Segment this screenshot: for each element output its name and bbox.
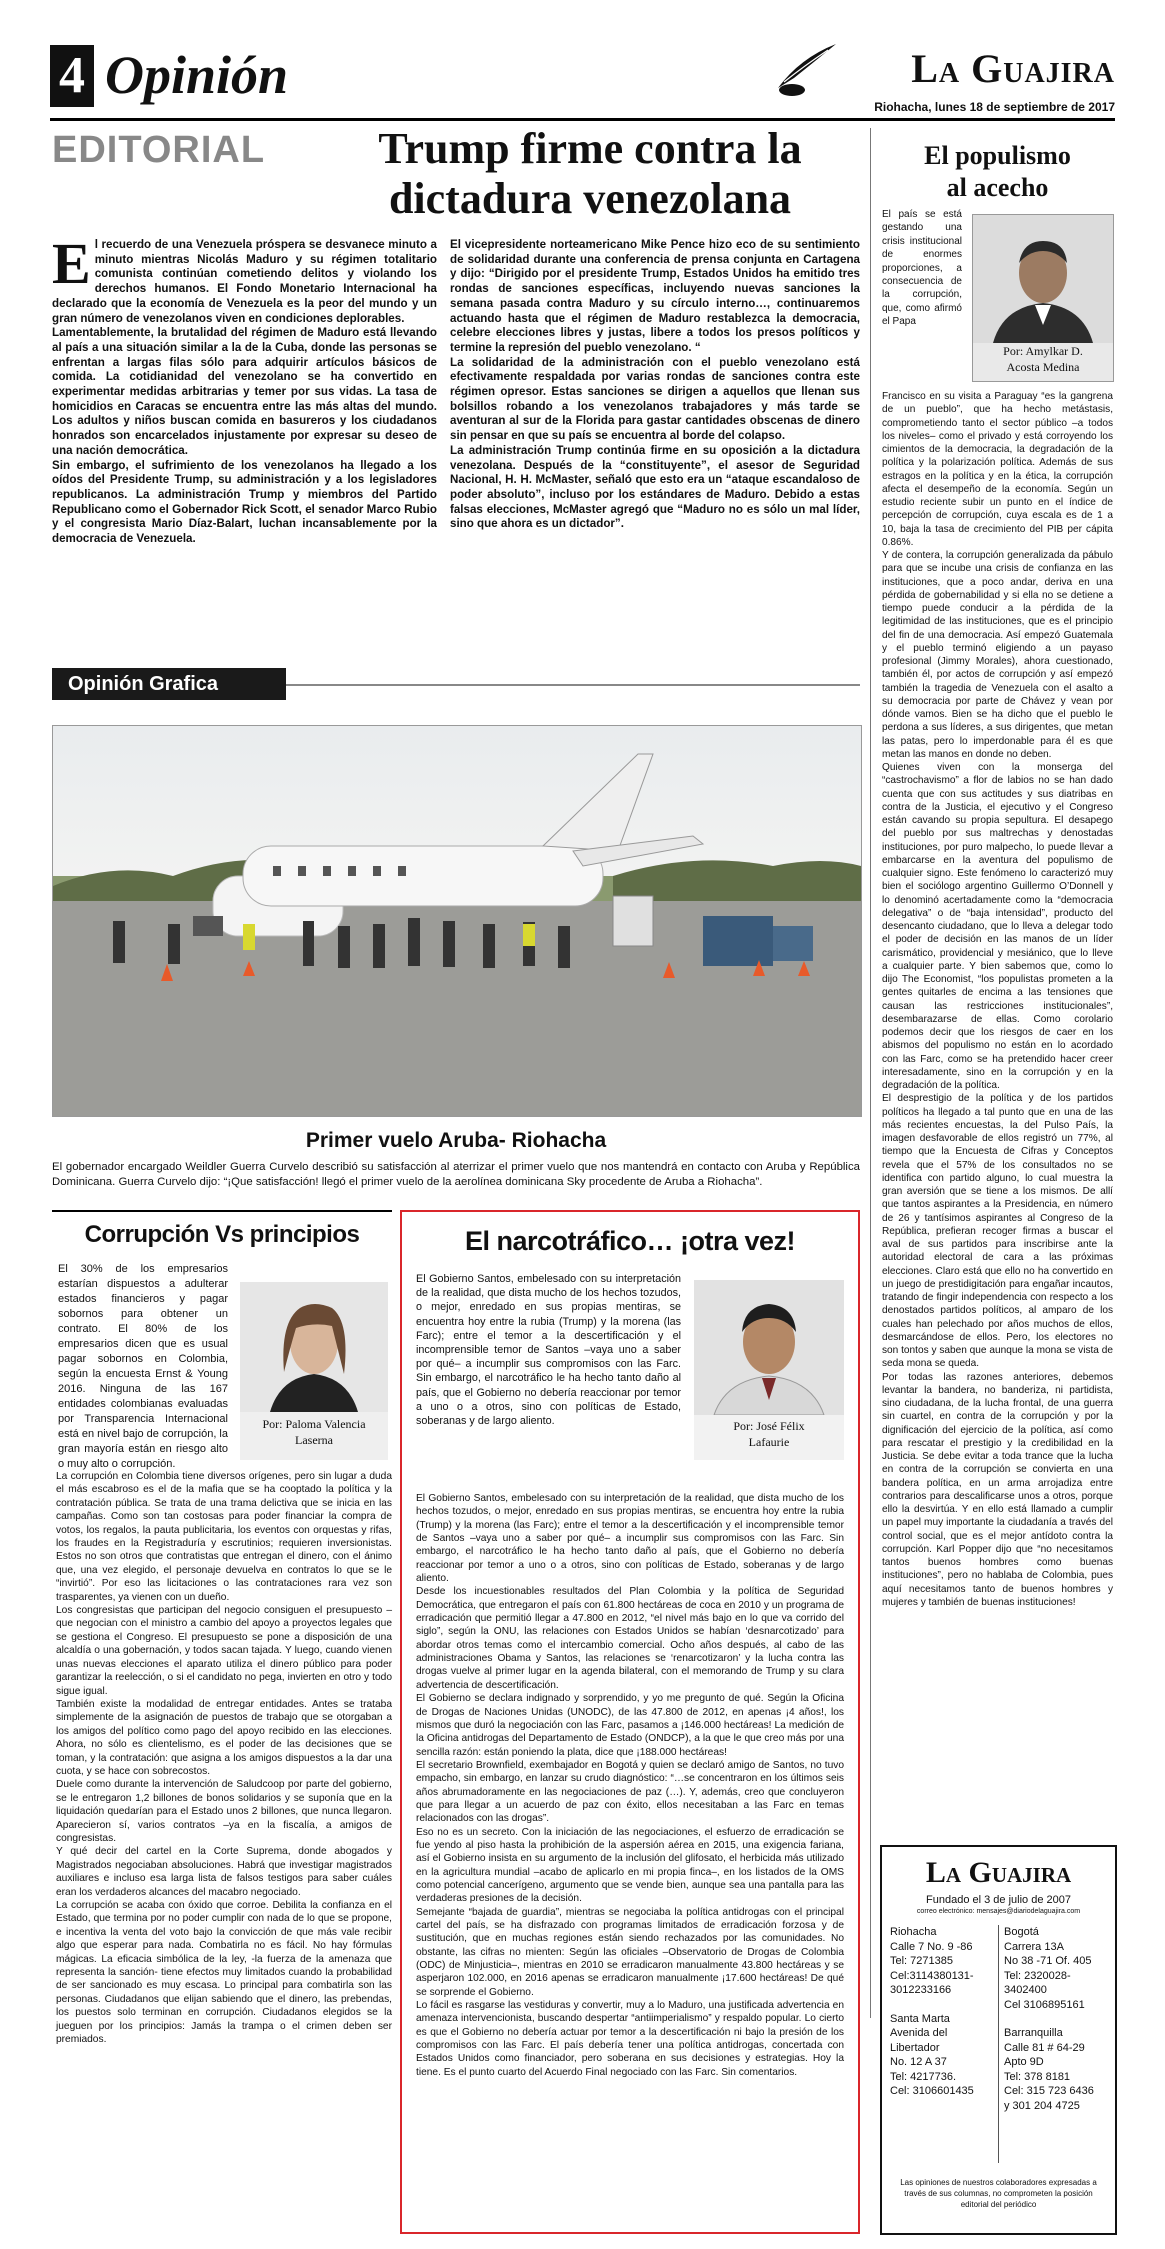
header-rule: [50, 118, 1115, 121]
office-line: 3012233166: [890, 1984, 952, 1996]
corrupcion-paragraph: La corrupción se acaba con óxido que corroe. Debilita la confianza en el Estado, que termina por no poder cumplir con nada de lo que se propone, e incentiva la venta del voto bajo la convicción de que más vale recibir algo que esperar para nada. Combatirla no es fácil. No hay fórmulas mágicas. La eficacia simbólica de la ley, -la fuerza de la amenaza que representa la sanción- tiene efectos muy limitados cuando la probabilidad de ser sancionado es muy escasa. Lo principal para combatirla son las personas. Ciudadanos que elijan sabiendo que el dinero, las prebendas, los puestos solo terminan en corrupción. Ciudadanos elegidos se la jueguen por los principios: Jamás la trampa o el crimen deben ser premiados.: [56, 1900, 392, 2046]
author-caption-lafaurie: [694, 1418, 844, 1450]
corrupcion-paragraph: También existe la modalidad de entregar entidades. Antes se trataba simplemente de la asignación de puestos de trabajo que se otorgaban a los amigos del político como pago del apoyo recibido en las elecciones. Ahora, no sólo es clientelismo, es el poder de las decisiones que se toman, y la contratación: que asigna a los amigos dispuestos a la dar una cuota, y se hace con sobrecostos.: [56, 1698, 392, 1777]
author-caption-acosta: [973, 343, 1113, 375]
office-line: Tel: 2320028-: [1004, 1969, 1071, 1982]
populismo-intro: El país se está gestando una crisis institucional de enormes proporciones, a consecuencia de la corrupción, que, como afirmó el Papa: [882, 209, 962, 328]
dateline: Riohacha, lunes 18 de septiembre de 2017: [874, 100, 1115, 114]
masthead-name: La Guajira: [925, 1856, 1072, 1889]
corrupcion-body: [56, 1470, 392, 2046]
opinion-grafica-text: Opinión Grafica: [68, 673, 219, 695]
headline-line-1: Trump firme contra la: [378, 124, 802, 173]
office-line: Cel 3106895161: [1004, 1998, 1085, 2011]
office-line: Santa Marta: [890, 2012, 950, 2025]
office-line: 3402400: [1004, 1984, 1047, 1996]
masthead-right: [1004, 1925, 1110, 2113]
quill-inkwell-icon: [770, 38, 840, 98]
narco-paragraph: Eso no es un secreto. Con la iniciación de las negociaciones, el esfuerzo de erradicación se fue yendo al piso hasta la prohibición de la aspersión aérea en 2015, una exigencia fariana, así el Gobierno insista en su argumento de la inclusión del glifosato, el herbicida más utilizado en la agricultura mundial –acabo de aplicarlo en mi propia finca–, en los listados de la OMS como potencial cancerígeno, argumento que se vende bien, aunque sea una pantalla para las verdaderas presiones de la decisión.: [416, 1826, 844, 1905]
editorial-kicker: EDITORIAL: [52, 129, 266, 171]
office-line: No. 12 A 37: [890, 2056, 947, 2068]
editorial-paragraph: La solidaridad de la administración con el pueblo venezolano está efectivamente respaldada por varias rondas de sanciones contra este régimen opresor. Estas sanciones se dirigen a aquellos que llenan sus bolsillos robando a los venezolanos trabajadores y más tarde se aventuran al sur de la Florida para gastar cantidades obscenas de dinero sin pensar en que su país se encuentra al borde del colapso.: [450, 355, 860, 443]
populismo-paragraph: Y de contera, la corrupción generalizada da pábulo para que se incube una crisis de confianza en las instituciones, que a poco andar, deriva en una pérdida de gobernabilidad y si ella no se detiene a tiempo puede conducir a la pérdida de la legitimidad de las instituciones, que es el principio del fin de una democracia. Así empezó Guatemala y el pueblo terminó eligiendo a un payaso profesional (Jimmy Morales), ahora cuestionado, también él, por actos de corrupción y así empezó también la tragedia de Venezuela con el asalto a su democracia por parte de Chávez y vean por dónde vamos. Bien se ha dicho que el pueblo le perdona a sus líderes, a sus dirigentes, que metan las patas, pero lo imperdonable para él es que metan las manos en donde no deben.: [882, 550, 1113, 760]
airport-photo: [52, 725, 862, 1117]
populismo-paragraph: El desprestigio de la política y de los partidos políticos ha llegado a tal punto que en una de las más recientes encuestas, la del Pulso País, la imagen desfavorable de ellos registró un 77%, al tiempo que la Encuesta de Cifras y Conceptos revela que el 57% de los consultados no se identifica con partido alguno, lo cual muestra la gran aversión que se tiene a los mismos. De allí que tantos aspirantes a la Presidencia, en número de 26 y tantísimos aspirantes al Congreso de la República, prefieran recoger firmas a buscar el aval de sus partidos para inscribirse ante la autoridad electoral de cara a las próximas elecciones. Claro está que ello no ha convertido en un juego de prestidigitación para engañar incautos, tratando de fingir independencia con respecto a los denostados partidos políticos, al amparo de los cuales han pelechado por años muchos de ellos, desmarcándose de ellos. Pero, los electores no son tontos y saben que aunque la mona se vista de seda mona se queda.: [882, 1093, 1113, 1370]
narco-box: [400, 1210, 860, 2234]
narco-paragraph: El Gobierno se declara indignado y sorprendido, y yo me pregunto de qué. Según la Oficina de Drogas de Naciones Unidas (UNODC), de las 47.800 de 2012, en apenas ¡4 años!, los mismos que duró la negociación con las Farc, pasamos a ¡146.000 hectáreas! La medición de la Oficina antidrogas del Departamento de Estado (ONDCP), a la que le que creo más por una sencilla razón: están poniendo la plata, dice que ¡188.000 hectáreas!: [416, 1693, 844, 1758]
office-line: Cel: 315 723 6436: [1004, 2085, 1094, 2097]
office-line: Calle 7 No. 9 -86: [890, 1940, 973, 1953]
populismo-title-line-2: al acecho: [946, 173, 1049, 202]
author-caption-valencia: [240, 1416, 388, 1448]
narco-title: El narcotráfico… ¡otra vez!: [464, 1226, 796, 1256]
editorial-headline: [325, 124, 855, 224]
office-line: Tel: 4217736.: [890, 2070, 957, 2083]
office-line: Cel: 3106601435: [890, 2085, 974, 2097]
office-line: Avenida del: [890, 2027, 948, 2039]
narco-paragraph: Lo fácil es rasgarse las vestiduras y convertir, muy a lo Maduro, una justificada advertencia en amenaza intervencionista, buscando despertar “antiimperialismo” y respaldo popular. Lo cierto es que el Gobierno no debería actuar por temor a la descertificación ni bajo la presión de los compromisos con las Farc. El país debería tener una política antidrogas, concertada con Estados Unidos como financiador, pero soberana en sus decisiones y estrategias. Hoy la tiene. Es el punto cuarto del Acuerdo Final negociado con las Farc. Sin comentarios.: [416, 2000, 844, 2078]
narco-paragraph: El secretario Brownfield, exembajador en Bogotá y quien se declaró amigo de Santos, no tuvo empacho, sin embargo, en lanzar su crudo diagnóstico: “…se concentraron en los últimos seis años abrumadoramente en las negociaciones de paz (…). Y, además, creo que concluyeron que para llegar a un acuerdo de paz con éxito, ellos necesitaban a las Farc en temas relacionados con las drogas”.: [416, 1759, 844, 1825]
office-line: Tel: 7271385: [890, 1955, 953, 1967]
author-caption-line-2: Laserna: [295, 1433, 333, 1447]
masthead-divider: [998, 1925, 999, 2163]
office-line: No 38 -71 Of. 405: [1004, 1955, 1092, 1967]
office-line: Carrera 13A: [1004, 1940, 1064, 1953]
corrupcion-intro: El 30% de los empresarios estarían dispuestos a adulterar estados financieros y pagar sobornos para obtener un contrato. El 80% de los empresarios dicen que es usual pagar sobornos en Colombia, según la encuesta Ernst & Young 2016. Ninguna de las 167 entidades colombianas evaluadas por Transparencia Internacional está en nivel bajo de corrupción, la gran mayoría están en riesgo alto o muy alto o corrupción.: [58, 1263, 228, 1470]
section-title: Opinión: [105, 45, 289, 105]
opinion-grafica-label: [52, 668, 286, 700]
narco-body: [416, 1492, 844, 2079]
editorial-column-2: [450, 238, 860, 532]
author-caption-line-2: Acosta Medina: [1006, 360, 1080, 374]
author-caption-line-1: Por: Paloma Valencia: [262, 1417, 366, 1431]
paper-name: La Guajira: [911, 46, 1115, 91]
narco-intro: El Gobierno Santos, embelesado con su interpretación de la realidad, que dista mucho de los hechos tozudos, o mejor, enredado en sus propias mentiras, se encuentra hoy entre la rubia (Trump) y la morena (las Farc); entre el temor a la descertificación y el incomprensible temor de Santos –vaya uno a saber por qué– a incumplir sus compromisos con las Farc. Sin embargo, el narcotráfico le ha hecho tanto daño al país, que el Gobierno no debería reaccionar por temor a uno o a otros, sino con políticas de Estado, soberanas y de largo aliento.: [416, 1273, 681, 1428]
author-caption-line-2: Lafaurie: [748, 1435, 790, 1449]
office-line: Riohacha: [890, 1926, 937, 1938]
editorial-paragraph: La administración Trump continúa firme en su oposición a la dictadura venezolana. Después de la “constituyente”, el asesor de Seguridad Nacional, H. H. McMaster, señaló que esto era un “ataque escandaloso de poder absoluto”, incluso por los estándares de Maduro. Debido a estas falsas elecciones, McMaster agregó que “Maduro no es sólo un mal líder, sino que ahora es un dictador”.: [450, 443, 860, 531]
office-line: Libertador: [890, 2041, 940, 2054]
office-line: Cel:3114380131-: [890, 1969, 974, 1982]
column-divider: [870, 128, 871, 2018]
office-line: Tel: 378 8181: [1004, 2070, 1071, 2083]
airport-scene: [53, 726, 861, 1116]
populismo-title-line-1: El populismo: [924, 141, 1071, 170]
office-line: Barranquilla: [1004, 2027, 1063, 2039]
masthead-disclaimer: Las opiniones de nuestros colaboradores expresadas a través de sus columnas, no comprometen la posición editorial del periódico: [900, 2178, 1097, 2209]
masthead-left: [890, 1925, 995, 2099]
page-number-box: [50, 45, 94, 107]
populismo-paragraph: Francisco en su visita a Paraguay “es la gangrena de un pueblo”, que ha hecho metástasis, comprometiendo tanto el sector público –a todos los niveles– como el privado y está corroyendo los cimientos de la democracia, la degradación de la política y la polarización política. Además de sus estragos en la política y en la ética, la corrupción afecta el desempeño de la economía. Según un estudio reciente subir un punto en el índice de percepción de corrupción, cuya escala es de 1 a 10, baja la tasa de crecimiento del PIB per cápita 0.86%.: [882, 391, 1113, 548]
drop-cap: E: [52, 231, 91, 296]
editorial-column-1: [52, 231, 437, 547]
narco-paragraph: Semejante “bajada de guardia”, mientras se negociaba la política antidrogas con el principal cartel del país, se ha disfrazado con programas limitados de erradicación forzosa y de sustitución, que en muchas regiones están siendo rechazados por las comunidades. No obstante, las cifras no mienten: Según las oficiales –Observatorio de Drogas de Colombia (ODC) de Minjusticia–, mientras en 2010 se erradicaron manualmente 43.800 hectáreas y se asperjaron 102.000, en 2016 apenas se erradicaron manualmente ¡17.600 hectáreas! De qué se sorprende el Gobierno.: [416, 1906, 844, 1998]
photo-caption-text: El gobernador encargado Weildler Guerra Curvelo describió su satisfacción al aterrizar el primer vuelo que nos mantendrá en contacto con Aruba y República Dominicana. Guerra Curvelo dijo: “¡Que satisfacción! llegó el primer vuelo de la aerolínea dominicana Sky procedente de Aruba a Riohacha”.: [52, 1161, 860, 1188]
office-line: Bogotá: [1004, 1926, 1039, 1938]
narco-paragraph: El Gobierno Santos, embelesado con su interpretación de la realidad, que dista mucho de los hechos tozudos, o mejor, enredado en sus propias mentiras, se encuentra hoy entre la rubia (Trump) y la morena (las Farc); entre el temor a la descertificación y el incomprensible temor de Santos –vaya uno a saber por qué– a incumplir sus compromisos con las Farc. Sin embargo, el narcotráfico le ha hecho tanto daño al país, que el Gobierno no debería reaccionar por temor a uno o a otros, sino con políticas de Estado, soberanas y de largo aliento.: [416, 1493, 844, 1585]
office-line: Apto 9D: [1004, 2056, 1044, 2068]
populismo-title: [880, 140, 1115, 204]
page-number: 4: [59, 47, 85, 104]
narco-paragraph: Desde los incuestionables resultados del Plan Colombia y la política de Seguridad Democrática, que entregaron el país con 61.800 hectáreas de coca en 2010 y un programa de erradicación que permitió llegar a 47.800 en 2012, “el nivel más bajo en lo que va corrido del siglo”, según la ONU, las relaciones con Estados Unidos se habían ‘desnarcotizado’ para abordar otros temas como el intercambio comercial. Ocho años después, al cabo de las administraciones Obama y Santos, las relaciones se ‘renarcotizaron’ y la lucha contra las drogas vuelve al primer lugar en la agenda bilateral, con el memorando de Trump y su clara advertencia de descertificación.: [416, 1586, 844, 1691]
corrupcion-paragraph: Los congresistas que participan del negocio consiguen el presupuesto –que negocian con el ministro a cambio del apoyo a proyectos legales que se gestiona el Congreso. El presupuesto se pone a disposición de una alcaldía o una gobernación, y todos sacan tajada. Y luego, cuando vienen unas nuevas elecciones el aparato utiliza el dinero público para poder garantizar la reelección, o si el candidato no pega, invierten en otro y todo sigue igual.: [56, 1605, 392, 1697]
author-photo-valencia: [240, 1282, 388, 1460]
editorial-paragraph: Sin embargo, el sufrimiento de los venezolanos ha llegado a los oídos del Presidente Trump, su administración y a los legisladores republicanos. La administración Trump y miembros del Partido Republicano como el Gobernador Rick Scott, el senador Marco Rubio y el congresista Mario Díaz-Balart, luchan incansablemente por la democracia de Venezuela.: [52, 458, 437, 546]
photo-caption-title: Primer vuelo Aruba- Riohacha: [305, 1129, 607, 1152]
author-photo-acosta: [972, 214, 1114, 382]
editorial-paragraph: Lamentablemente, la brutalidad del régimen de Maduro está llevando al país a una situación similar a la de la Cuba, donde las personas se enfrentan a largas filas sólo para adquirir artículos básicos de comida. La cotidianidad del venezolano se ha convertido en experimentar medidas arbitrarias y temer por sus vidas. La tasa de homicidios en Caracas se encuentra entre las más altas del mundo. Los adultos y niños buscan comida en basureros y los ciudadanos honrados son encarcelados injustamente por expresar su deseo de una nación democrática.: [52, 326, 437, 457]
corrupcion-top-rule: [52, 1210, 392, 1212]
author-caption-line-1: Por: José Félix: [733, 1419, 805, 1433]
opinion-grafica-rule: [286, 684, 860, 686]
corrupcion-paragraph: Y qué decir del cartel en la Corte Suprema, donde abogados y Magistrados negociaban absoluciones. Habrá que investigar magistrados auxiliares e incluso esa larga lista de falsos testigos para saber cuáles eran los verdaderos alcances del macabro negociado.: [56, 1846, 392, 1898]
populismo-paragraph: Quienes viven con la monserga del “castrochavismo” a flor de labios no se han dado cuenta que con sus actitudes y sus diatribas en contra de la Justicia, el ejecutivo y el Congreso están cavando su propia sepultura. El desapego del pueblo por sus maltrechas y denostadas instituciones, por puro malpecho, lo puede llevar a embarcarse en la aventura del populismo de cualquier signo. Este fenómeno lo caracterizó muy bien el sociólogo argentino Guillermo O’Donnell y lo denominó acertadamente como la “democracia delegativa” o de “baja intensidad”, producto del desencanto ciudadano, que lo lleva a delegar todo el poder de decisión en las manos de un líder carismático, providencial y mesiánico, que lo lleve a cualquier parte. Y bien sabemos que, como lo dijo The Economist, “los populistas prometen a la gentes quitarles de encima a las tensiones que causan las restricciones institucionales”, desembarazarse de ellas. Como corolario podemos decir que los riesgos de caer en los abismos del populismo no están en lo acordado con las Farc, como se ha pretendido hacer creer interesadamente, sino en la corrupción y en la degradación de la política.: [882, 762, 1113, 1091]
editorial-paragraph: l recuerdo de una Venezuela próspera se desvanece minuto a minuto mientras Nicolás Maduro y su régimen totalitario comunista continúan cometiendo delitos y violando los derechos humanos. El Fondo Monetario Internacional ha declarado que la economía de Venezuela es la peor del mundo y un gran número de venezolanos viven en condiciones deplorables.: [52, 238, 437, 325]
populismo-body: [882, 390, 1113, 1609]
corrupcion-title: Corrupción Vs principios: [84, 1221, 360, 1248]
office-line: Calle 81 # 64-29: [1004, 2041, 1085, 2054]
author-caption-line-1: Por: Amylkar D.: [1003, 344, 1083, 358]
headline-line-2: dictadura venezolana: [388, 174, 792, 223]
masthead-email: correo electrónico: mensajes@diariodelaguajira.com: [916, 1908, 1081, 1915]
author-photo-lafaurie: [694, 1280, 844, 1460]
corrupcion-paragraph: La corrupción en Colombia tiene diversos orígenes, pero sin lugar a duda el más escabroso es el de la mafia que se ha cooptado la política y la contratación pública. Se trata de una trama delictiva que se inicia en las campañas. Como son tan costosas para poder financiar la compra de votos, los regalos, la pauta publicitaria, los eventos con orquestas y rifas, los fraudes en la Registraduría y escrutinios; requieren inversionistas. Estos no son otros que contratistas que entregan el dinero, con el ánimo que, una vez elegido, el personaje devuelva en contratos lo que se le “invirtió”. Por eso las licitaciones o las contrataciones rara vez son trasparentes, ya vienen con un dueño.: [56, 1471, 392, 1603]
office-line: y 301 204 4725: [1004, 2099, 1080, 2112]
populismo-paragraph: Por todas las razones anteriores, debemos levantar la bandera, no banderiza, ni partidista, sino ciudadana, de la lucha frontal, de una guerra sin cuartel, en contra de la corrupción y por la dignificación del ejercicio de la política, así como para rescatar el prestigio y la credibilidad en la Justicia. Se debe evitar a toda trance que la lucha en contra de la corrupción se convierta en una bandera política, en un arma arrojadiza entre contrarios para descalificarse unos a otros, porque ello la desvirtúa. Y en ello está llamado a cumplir un papel muy importante la ciudadanía a través del control social, que es el mejor antídoto contra la corrupción. Karl Popper dijo que “no necesitamos tantos buenos hombres como buenas instituciones”, pero no hablaba de Colombia, pues aquí necesitamos tanto de buenos hombres y mujeres y también de buenas instituciones!: [882, 1371, 1113, 1608]
masthead-box: [880, 1845, 1117, 2235]
masthead-founded: Fundado el 3 de julio de 2007: [926, 1894, 1071, 1906]
corrupcion-paragraph: Duele como durante la intervención de Saludcoop por parte del gobierno, se le entregaron 1,2 billones de bonos solidarios y se suponía que en la liquidación quedarían para el Estado unos 2 billones, que nunca llegaron. Aparecieron sí, varios contratos –ya en la fiscalía, a amigos de congresistas.: [56, 1779, 392, 1844]
editorial-paragraph: El vicepresidente norteamericano Mike Pence hizo eco de su sentimiento de solidaridad durante una conferencia de prensa conjunta en Cartagena y dijo: “Dirigido por el presidente Trump, Estados Unidos ha emitido tres rondas de sanciones específicas, incluyendo nuevas sanciones la semana pasada contra Maduro y su círculo interno…, continuaremos actuando hasta que el régimen de Maduro restablezca la democracia, celebre elecciones libres y justas, libere a todos los presos políticos y termine la represión del pueblo venezolano. “: [450, 238, 860, 354]
